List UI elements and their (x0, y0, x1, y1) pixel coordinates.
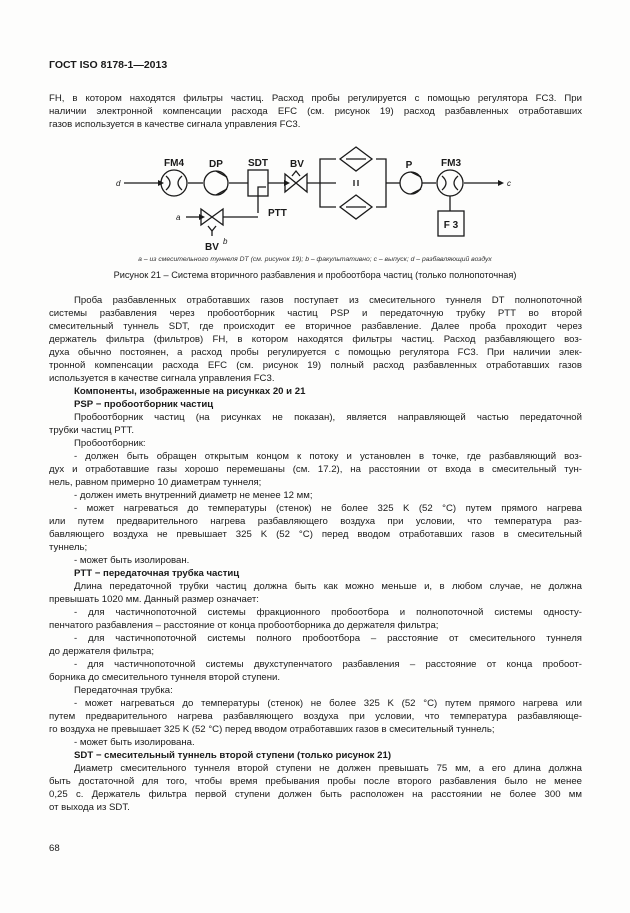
body-line: Передаточная трубка: (74, 685, 173, 696)
body-line: Длина передаточной трубки частиц должна быть как можно меньше и, в любом случае, не должна (74, 581, 582, 592)
label-fm4: FM4 (164, 158, 184, 169)
body-line: бавляющего воздуха не превышает 325 K (52 °C) перед вводом отработавших газов в смесительный (49, 529, 582, 540)
filter-holder-bottom-icon (340, 195, 372, 219)
body-line: превышать 1020 мм. Данный размер означает: (49, 594, 259, 605)
body-line: PSP − пробоотборник частиц (74, 399, 214, 410)
label-dp: DP (209, 159, 223, 170)
body-line: или путем предварительного нагрева разбавляющего воздуха при условии, что температура раз- (49, 516, 582, 527)
figure-caption: Рисунок 21 – Система вторичного разбавления и пробоотбора частиц (только полнопоточная) (113, 270, 517, 280)
arrow-icon (199, 214, 205, 220)
body-line: Проба разбавленных отработавших газов поступает из смесительного туннеля DT полнопоточной (74, 295, 582, 306)
flowmeter-fm4-icon (161, 170, 187, 196)
flowmeter-fm3-icon (437, 170, 463, 196)
label-fc3: F 3 (443, 220, 459, 231)
pump-dp-icon (204, 171, 228, 195)
filter-holder-top-icon (340, 147, 372, 171)
label-inlet-a: a (176, 213, 181, 222)
intro-line: наличии электронной компенсации расхода EFC (см. рисунок 19) расход разбавленных отработавших (49, 106, 582, 117)
body-line: - должен иметь внутренний диаметр не менее 12 мм; (74, 490, 313, 501)
label-p: P (405, 160, 413, 171)
body-line: туннель; (49, 542, 88, 553)
label-bv: BV (290, 159, 304, 170)
body-line: го воздуха не превышает 325 K (52 °C) перед вводом отработавших газов в смесительный туннель; (49, 724, 495, 735)
document-header: ГОСТ ISO 8178-1—2013 (49, 59, 168, 71)
label-inlet-d: d (116, 179, 121, 188)
body-line: системы разбавления через пробоотборник частиц PSP и передаточную трубку PTT во второй (49, 308, 582, 319)
body-line: Пробоотборник частиц (на рисунках не показан), является направляющей частью передаточной (74, 412, 582, 423)
body-line: нель, равном примерно 10 диаметрам туннеля; (49, 477, 262, 488)
body-line: пенчатого разбавления – расстояние от конца пробоотборника до держателя фильтра; (49, 620, 439, 631)
body-line: до держателя фильтра; (49, 646, 155, 657)
body-line: Диаметр смесительного туннеля второй ступени не должен превышать 75 мм, а его длина должна (74, 763, 582, 774)
label-bv-sup: b (223, 237, 228, 246)
label-bv-optional: BV (205, 242, 219, 253)
body-line: - может нагреваться до температуры (стенок) не более 325 K (52 °C) путем прямого нагрева или (74, 698, 582, 709)
ball-valve-bv-optional-icon (201, 209, 223, 236)
body-line: тронной компенсации расхода EFC (см. рисунок 19) полный расход разбавленных отработавших газов (49, 360, 582, 371)
body-line: используется в качестве сигнала управления FC3. (49, 373, 275, 384)
body-line: быть достаточной для того, чтобы время пребывания пробы после второго разбавления было не менее (49, 776, 582, 787)
intro-line: FH, в котором находятся фильтры частиц. Расход пробы регулируется с помощью регулятора FC3. При (49, 93, 582, 104)
label-ptt: PTT (268, 208, 287, 219)
body-line: - для частичнопоточной системы фракционного пробоотбора и полнопоточной системы односту- (74, 607, 582, 618)
body-line: - может быть изолирована. (74, 737, 195, 748)
pump-p-icon (400, 172, 422, 194)
body-line: держатель фильтра (фильтров) FH, в котором находятся фильтры частиц. Расход разбавляющего воз- (49, 334, 582, 345)
body-line: - для частичнопоточной системы полного пробоотбора – расстояние от смесительного туннеля (74, 633, 582, 644)
system-diagram (110, 143, 530, 255)
label-fm3: FM3 (441, 158, 461, 169)
page-number: 68 (49, 843, 60, 854)
body-line: - для частичнопоточной системы двухступенчатого разбавления – расстояние от конца пробоот- (74, 659, 582, 670)
ball-valve-bv-icon (285, 171, 307, 192)
body-line: Компоненты, изображенные на рисунках 20 и 21 (74, 386, 306, 397)
body-line: 0,25 с. Держатель фильтра первой ступени должен быть расположен на расстоянии не более 300 мм (49, 789, 582, 800)
body-line: смесительный туннель SDT, где происходит ее вторичное разбавление. Далее проба проходит через (49, 321, 582, 332)
body-line: - должен быть обращен открытым концом к потоку и установлен в точке, где разбавляющий воз- (74, 451, 582, 462)
arrow-icon (284, 180, 290, 186)
body-line: дух и отработавшие газы хорошо перемешаны (см. 17.2), на расстоянии от входа в смесительный тун- (49, 464, 582, 475)
label-sdt: SDT (248, 158, 268, 169)
intro-line: газов используется в качестве сигнала управления FC3. (49, 119, 301, 130)
body-line: от выхода из SDT. (49, 802, 130, 813)
body-line: PTT − передаточная трубка частиц (74, 568, 240, 579)
body-line: - может нагреваться до температуры (стенок) не более 325 K (52 °C) путем прямого нагрева (74, 503, 582, 514)
label-outlet-c: c (507, 179, 511, 188)
figure-legend: a – из смесительного туннеля DT (см. рисунок 19); b – факультативно; c – выпуск; d – разбавляющий воздух (138, 256, 492, 263)
body-line: SDT − смесительный туннель второй ступени (только рисунок 21) (74, 750, 392, 761)
body-line: Пробоотборник: (74, 438, 146, 449)
arrow-icon (498, 180, 504, 186)
body-line: духа обычно постоянен, а расход пробы регулируется с помощью регулятора FC3. При наличии элек- (49, 347, 582, 358)
body-line: трубки частиц PTT. (49, 425, 135, 436)
body-line: путем предварительного нагрева разбавляющего воздуха при условии, что температура разбавляюще- (49, 711, 582, 722)
body-line: борника до смесительного туннеля второй ступени. (49, 672, 281, 683)
body-line: - может быть изолирован. (74, 555, 190, 566)
